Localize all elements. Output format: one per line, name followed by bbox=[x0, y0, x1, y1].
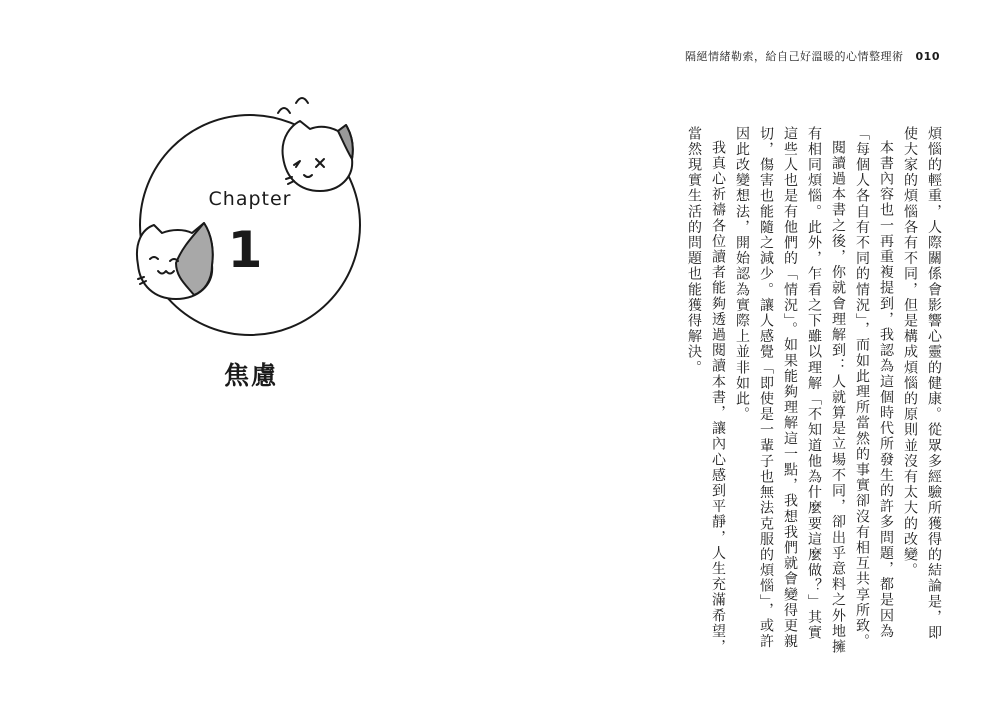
body-paragraph: 煩惱的輕重，人際關係會影響心靈的健康。從眾多經驗所獲得的結論是，即使大家的煩惱各有不同，但是構成煩惱的原則並沒有太大的改變。 bbox=[902, 126, 942, 641]
body-text bbox=[646, 126, 946, 656]
running-head bbox=[685, 48, 940, 64]
body-paragraph: 我真心祈禱各位讀者能夠透過閱讀本書，讓內心感到平靜，人生充滿希望，當然現實生活的問題也能獲得解決。 bbox=[686, 126, 726, 655]
happy-cat-icon bbox=[137, 223, 213, 299]
motion-mark-icon bbox=[278, 108, 290, 113]
chapter-label: Chapter bbox=[208, 188, 292, 210]
running-head-title: 隔絕情緒勒索，給自己好溫暖的心情整理術 bbox=[685, 50, 904, 63]
body-paragraph: 閱讀過本書之後，你就會理解到：人就算是立場不同，卻出乎意料之外地擁有相同煩惱。此外，乍看之下雖以理解「不知道他為什麼要這麼做？」其實這些人也是有他們的「情況」。如果能夠理解這一點，我想我們就會變得更親切，傷害也能隨之減少。讓人感覺「即使是一輩子也無法克服的煩惱」，或許因此改變想法，開始認為實際上並非如此。 bbox=[734, 126, 846, 655]
surprised-cat-icon bbox=[283, 121, 353, 191]
motion-mark-icon bbox=[296, 98, 308, 103]
body-paragraph: 本書內容也一再重複提到，我認為這個時代所發生的許多問題，都是因為「每個人各自有不同的情況」，而如此理所當然的事實卻沒有相互共享所致。 bbox=[854, 126, 894, 650]
chapter-title: 焦慮 bbox=[223, 361, 278, 390]
page-number: 010 bbox=[915, 50, 940, 63]
chapter-number: 1 bbox=[227, 221, 263, 279]
